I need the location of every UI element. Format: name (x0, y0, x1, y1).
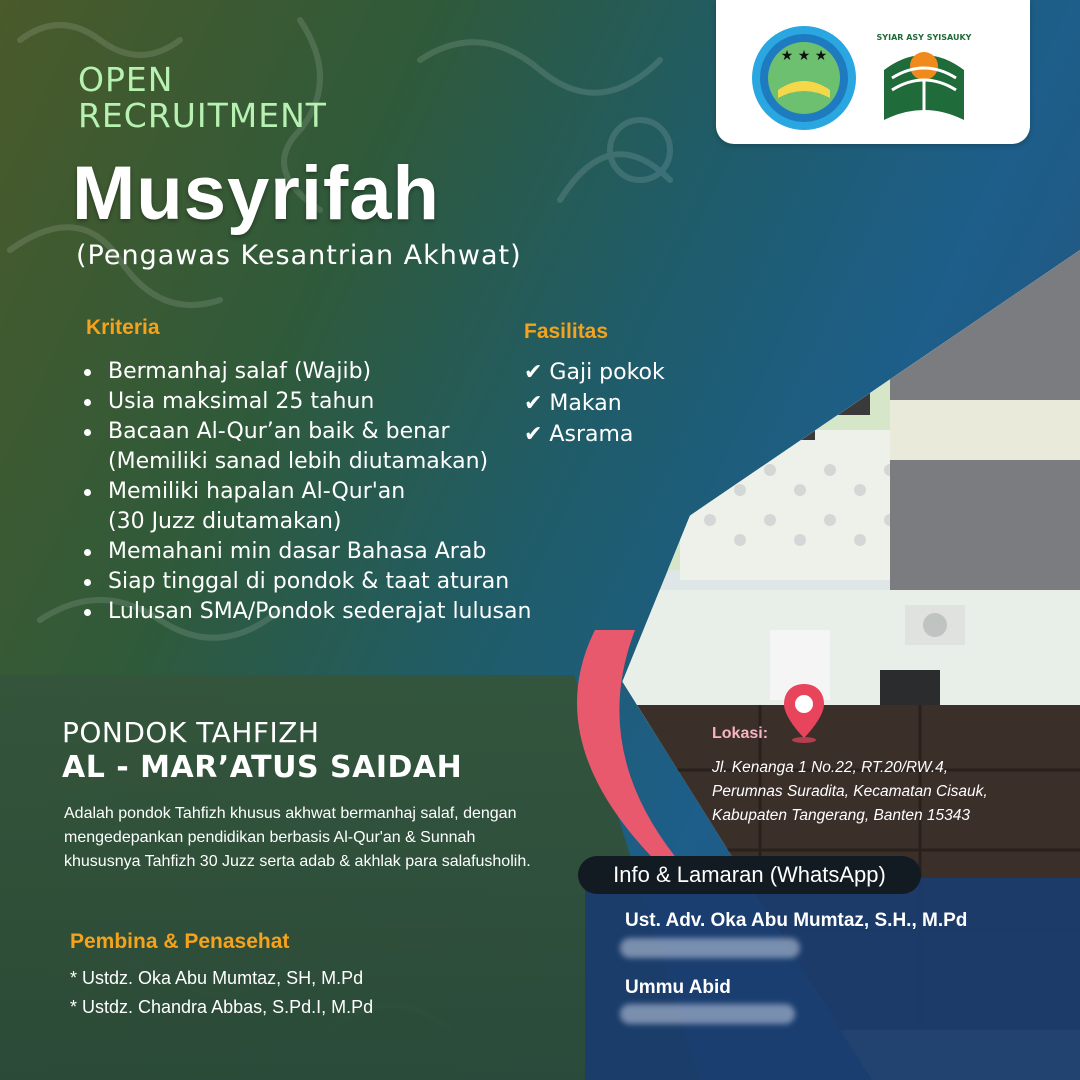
recruitment-text: RECRUITMENT (78, 96, 327, 135)
pink-accent-arc (555, 630, 695, 880)
logos (716, 0, 1030, 144)
kriteria-item: Memiliki hapalan Al-Qur'an (82, 477, 531, 507)
svg-text:SYIAR ASY SYISAUKY: SYIAR ASY SYISAUKY (876, 33, 972, 42)
lokasi-address (712, 756, 988, 828)
contact-name-1: Ust. Adv. Oka Abu Mumtaz, S.H., M.Pd (625, 910, 968, 931)
pondok-name: AL - MAR’ATUS SAIDAH (62, 750, 463, 785)
kriteria-item-note: (30 Juzz diutamakan) (108, 509, 342, 534)
address-line: Kabupaten Tangerang, Banten 15343 (712, 807, 970, 824)
kriteria-item: Usia maksimal 25 tahun (82, 387, 531, 417)
fasilitas-item: ✔ Asrama (524, 422, 634, 447)
address-line: Perumnas Suradita, Kecamatan Cisauk, (712, 783, 988, 800)
kriteria-item-note: (Memiliki sanad lebih diutamakan) (108, 449, 489, 474)
fasilitas-item: ✔ Makan (524, 391, 622, 416)
kriteria-item: Lulusan SMA/Pondok sederajat lulusan (82, 597, 531, 627)
fasilitas-item: ✔ Gaji pokok (524, 360, 665, 385)
kriteria-heading: Kriteria (86, 316, 160, 339)
kriteria-item: Bacaan Al-Qur’an baik & benar (82, 417, 531, 447)
location-pin-icon (782, 682, 826, 744)
syiar-logo-icon (877, 33, 972, 120)
contact-phone-2-redacted (620, 1004, 795, 1024)
pembina-item: * Ustdz. Oka Abu Mumtaz, SH, M.Pd (70, 968, 364, 988)
position-subtitle: (Pengawas Kesantrian Akhwat) (76, 240, 522, 271)
info-lamaran-heading: Info & Lamaran (WhatsApp) (578, 856, 921, 894)
pembina-list (70, 964, 373, 1022)
pondok-description: Adalah pondok Tahfizh khusus akhwat bermanhaj salaf, dengan mengedepankan pendidikan berbasis Al-Qur'an & Sunnah khususnya Tahfizh 30 Juzz serta adab & akhlak para salafusholih. (64, 805, 531, 870)
pondok-label: PONDOK TAHFIZH (62, 716, 320, 749)
kriteria-item: Siap tinggal di pondok & taat aturan (82, 567, 531, 597)
address-line: Jl. Kenanga 1 No.22, RT.20/RW.4, (712, 759, 949, 776)
logo-box (716, 0, 1030, 144)
pembina-heading: Pembina & Penasehat (70, 930, 290, 953)
svg-text:★ ★ ★: ★ ★ ★ (780, 48, 828, 64)
kriteria-list (82, 357, 531, 627)
fasilitas-heading: Fasilitas (524, 320, 609, 343)
lokasi-label: Lokasi: (712, 725, 769, 742)
position-title: Musyrifah (72, 151, 440, 236)
kriteria-item: Memahani min dasar Bahasa Arab (82, 537, 531, 567)
pondok-logo-icon (752, 26, 856, 130)
open-label (78, 62, 327, 134)
fasilitas-list (524, 357, 665, 450)
open-text: OPEN (78, 60, 174, 99)
contact-phone-1-redacted (620, 938, 800, 958)
pembina-item: * Ustdz. Chandra Abbas, S.Pd.I, M.Pd (70, 997, 374, 1017)
kriteria-item: Bermanhaj salaf (Wajib) (82, 357, 531, 387)
contact-name-2: Ummu Abid (625, 977, 731, 998)
